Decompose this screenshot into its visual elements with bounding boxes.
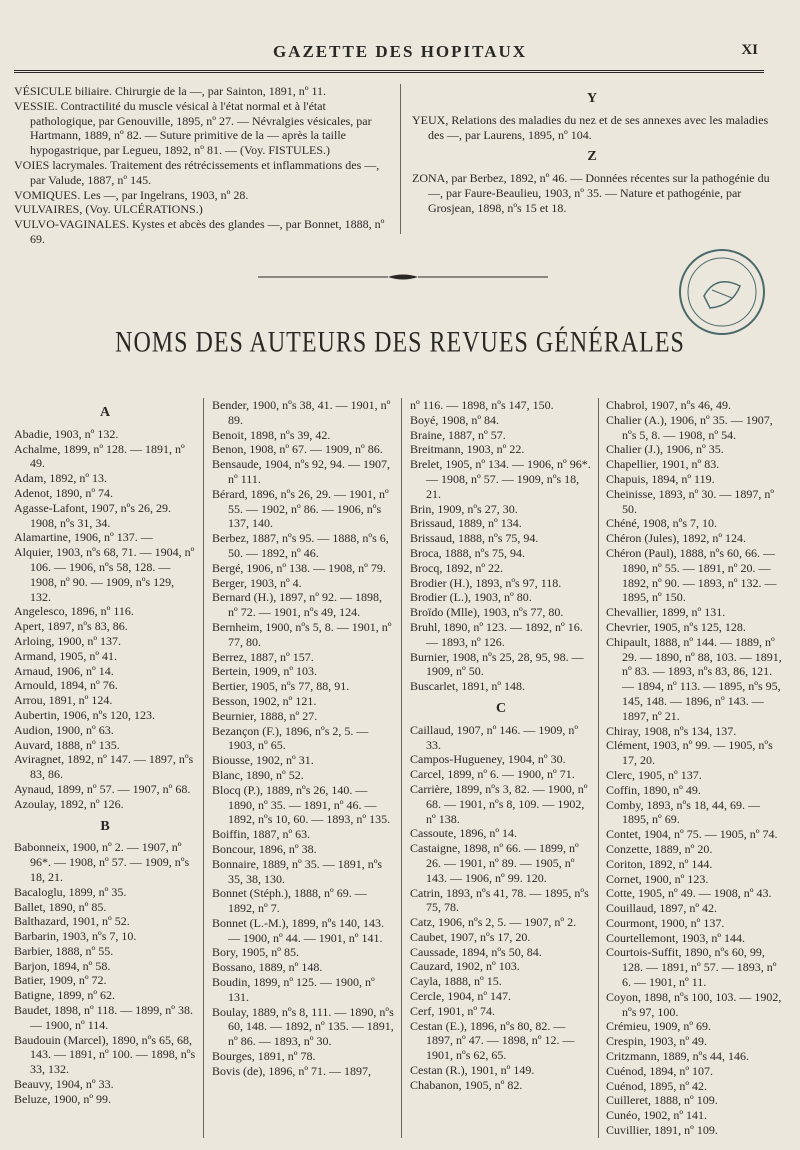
index-entry: Clément, 1903, nº 99. — 1905, nºs 17, 20. <box>606 738 773 768</box>
index-entry: Armand, 1905, nº 41. <box>14 648 118 663</box>
index-entry: Bensaude, 1904, nºs 92, 94. — 1907, nº 111. <box>212 457 391 486</box>
index-entry: Barbarin, 1903, nºs 7, 10. <box>14 929 137 944</box>
index-entry: Bonnaire, 1889, nº 35. — 1891, nºs 35, 38, 130. <box>212 856 383 886</box>
index-entry: Bezançon (F.), 1896, nºs 2, 5. — 1903, nº 65. <box>212 723 369 753</box>
index-entry: Bérard, 1896, nºs 26, 29. — 1901, nº 55. — 1902, nº 86. — 1906, nºs 137, 140. <box>212 486 389 531</box>
index-entry: Bender, 1900, nºs 38, 41. — 1901, nº 89. <box>212 398 391 427</box>
index-entry: Chabrol, 1907, nºs 46, 49. <box>606 398 732 412</box>
index-entry: Cestan (E.), 1896, nºs 80, 82. — 1897, nº 47. — 1898, nº 12. — 1901, nºs 62, 65. <box>410 1018 575 1063</box>
index-entry: Coyon, 1898, nºs 100, 103. — 1902, nºs 97, 100. <box>606 989 782 1019</box>
index-entry: Cuénod, 1895, nº 42. <box>606 1078 708 1093</box>
index-entry: Boulay, 1889, nºs 8, 111. — 1890, nºs 60, 148. — 1892, nº 135. — 1891, nº 86. — 1893, nº 30. <box>212 1004 394 1049</box>
index-entry: Berbez, 1887, nºs 95. — 1888, nºs 6, 50. — 1892, nº 46. <box>212 531 389 560</box>
index-entry: Chiray, 1908, nºs 134, 137. <box>606 723 737 738</box>
index-entry: Baudet, 1898, nº 118. — 1899, nº 38. — 1900, nº 114. <box>14 1003 193 1032</box>
index-entry: Cornet, 1900, nº 123. <box>606 871 709 886</box>
index-entry: Bourges, 1891, nº 78. <box>212 1049 316 1064</box>
index-entry: Coriton, 1892, nº 144. <box>606 856 713 871</box>
index-entry: Alquier, 1903, nºs 68, 71. — 1904, nº 106. — 1906, nºs 58, 128. — 1908, nº 90. — 1909, nºs 129, 132. <box>14 545 195 604</box>
index-entry: Apert, 1897, nºs 83, 86. <box>14 619 128 634</box>
index-entry: Blocq (P.), 1889, nºs 26, 140. — 1890, nº 35. — 1891, nº 46. — 1892, nºs 10, 60. — 1893, nº 135. <box>212 782 391 827</box>
running-header <box>0 36 800 76</box>
index-entry: Cayla, 1888, nº 15. <box>410 974 502 989</box>
index-entry: VULVAIRES, (Voy. ULCÉRATIONS.) <box>14 202 203 217</box>
index-entry: Cotte, 1905, nº 49. — 1908, nº 43. <box>606 886 772 901</box>
index-entry: Berger, 1903, nº 4. <box>212 575 302 590</box>
index-entry: Campos-Hugueney, 1904, nº 30. <box>410 752 566 767</box>
index-entry: Beauvy, 1904, nº 33. <box>14 1077 114 1092</box>
index-entry: Berrez, 1887, nº 157. <box>212 649 314 664</box>
header-rule <box>14 70 764 73</box>
index-entry: Arrou, 1891, nº 124. <box>14 693 113 708</box>
index-entry: Courtellemont, 1903, nº 144. <box>606 930 746 945</box>
index-entry: Bory, 1905, nº 85. <box>212 945 299 960</box>
index-entry: Chalier (A.), 1906, nº 35. — 1907, nºs 5, 8. — 1908, nº 54. <box>606 412 773 442</box>
index-entry: Bovis (de), 1896, nº 71. — 1897, <box>212 1063 372 1078</box>
index-entry: Cuénod, 1894, nº 107. <box>606 1063 714 1078</box>
index-entry: Cunéo, 1902, nº 141. <box>606 1108 708 1123</box>
index-entry: Arloing, 1900, nº 137. <box>14 633 122 648</box>
index-entry: Bertein, 1909, nº 103. <box>212 664 318 679</box>
author-column-4 <box>606 398 786 1138</box>
section-letter: B <box>100 818 110 834</box>
index-entry: Chipault, 1888, nº 144. — 1889, nº 29. — 1890, nº 88, 103. — 1891, nº 83. — 1893, nºs 83, 86, 121. — 1894, nº 113. — 1895, nºs 95, 145, 148. — 1896, nº 143. — 1897, nº 21. <box>606 634 782 723</box>
index-entry: Adam, 1892, nº 13. <box>14 471 108 486</box>
index-entry: Biousse, 1902, nº 31. <box>212 753 314 768</box>
index-entry: Chevallier, 1899, nº 131. <box>606 605 726 620</box>
index-entry: Brissaud, 1889, nº 134. <box>410 516 522 531</box>
index-entry: Achalme, 1899, nº 128. — 1891, nº 49. <box>14 441 185 471</box>
section-letter: C <box>495 700 507 716</box>
index-entry: Caillaud, 1907, nº 146. — 1909, nº 33. <box>410 722 579 752</box>
index-entry: Cuilleret, 1888, nº 109. <box>606 1093 718 1108</box>
ornamental-divider <box>258 272 548 282</box>
index-entry: Beluze, 1900, nº 99. <box>14 1091 112 1106</box>
index-entry: YEUX, Relations des maladies du nez et de ses annexes avec les maladies des —, par Laurens, 1895, nº 104. <box>412 112 769 142</box>
index-entry: Crespin, 1903, nº 49. <box>606 1034 708 1049</box>
index-entry: Aynaud, 1899, nº 57. — 1907, nº 68. <box>14 781 191 796</box>
index-entry: Crémieu, 1909, nº 69. <box>606 1019 712 1034</box>
index-entry: Brin, 1909, nºs 27, 30. <box>410 501 518 516</box>
index-entry: Boncour, 1896, nº 38. <box>212 841 317 856</box>
column-divider <box>203 398 204 1138</box>
index-entry: Chapuis, 1894, nº 119. <box>606 471 715 486</box>
index-entry: Balthazard, 1901, nº 52. <box>14 914 130 929</box>
index-entry: Bernard (H.), 1897, nº 92. — 1898, nº 72. — 1901, nºs 49, 124. <box>212 590 383 620</box>
index-entry: VOIES lacrymales. Traitement des rétrécissements et inflammations des —, par Valude, 1887, nº 145. <box>14 157 380 187</box>
index-entry: Bonnet (Stéph.), 1888, nº 69. — 1892, nº 7. <box>212 886 367 916</box>
section-letter: Y <box>586 91 598 106</box>
index-entry: Catz, 1906, nºs 2, 5. — 1907, nº 2. <box>410 915 577 930</box>
index-entry: Contet, 1904, nº 75. — 1905, nº 74. <box>606 827 778 842</box>
author-column-2 <box>212 398 394 1079</box>
index-entry: Brocq, 1892, nº 22. <box>410 560 504 575</box>
index-entry: Caussade, 1894, nºs 50, 84. <box>410 944 542 959</box>
index-entry: Buscarlet, 1891, nº 148. <box>410 679 526 694</box>
index-entry: Castaigne, 1898, nº 66. — 1899, nº 26. — 1901, nº 89. — 1905, nº 143. — 1906, nº 99. 120. <box>410 841 579 885</box>
index-entry: Chabanon, 1905, nº 82. <box>410 1077 523 1092</box>
column-divider <box>401 398 402 1138</box>
index-entry: Courtois-Suffit, 1890, nºs 60, 99, 128. — 1891, nº 57. — 1893, nº 6. — 1901, nº 11. <box>606 945 777 990</box>
index-entry: Boiffin, 1887, nº 63. <box>212 827 311 842</box>
index-entry: Breitmann, 1903, nº 22. <box>410 442 525 457</box>
index-entry: Burnier, 1908, nºs 25, 28, 95, 98. — 1909, nº 50. <box>410 649 584 679</box>
library-stamp-icon <box>676 246 768 338</box>
index-entry: Bernheim, 1900, nºs 5, 8. — 1901, nº 77, 80. <box>212 619 392 649</box>
index-entry: Chéné, 1908, nºs 7, 10. <box>606 516 718 531</box>
index-entry: Bergé, 1906, nº 138. — 1908, nº 79. <box>212 560 386 575</box>
author-column-1 <box>14 398 196 1107</box>
index-entry: Cestan (R.), 1901, nº 149. <box>410 1063 535 1078</box>
subject-index-continued <box>14 84 390 247</box>
index-entry: Angelesco, 1896, nº 116. <box>14 604 134 619</box>
index-entry: Chalier (J.), 1906, nº 35. <box>606 442 724 457</box>
index-entry: Abadie, 1903, nº 132. <box>14 426 119 441</box>
index-entry: Chéron (Paul), 1888, nºs 60, 66. — 1890, nº 55. — 1891, nº 20. — 1892, nº 90. — 1893, nº 132. — 1895, nº 150. <box>606 545 777 605</box>
section-title: NOMS DES AUTEURS DES REVUES GÉNÉRALES <box>115 326 685 360</box>
index-entry: Critzmann, 1889, nºs 44, 146. <box>606 1049 750 1064</box>
index-entry: Audion, 1900, nº 63. <box>14 722 114 737</box>
index-entry: Bruhl, 1890, nº 123. — 1892, nº 16. — 1893, nº 126. <box>410 619 583 649</box>
index-entry: Batier, 1909, nº 72. <box>14 973 107 988</box>
index-entry: Cerf, 1901, nº 74. <box>410 1003 496 1018</box>
index-entry: VOMIQUES. Les —, par Ingelrans, 1903, nº 28. <box>14 187 249 202</box>
index-entry: Babonneix, 1900, nº 2. — 1907, nº 96*. — 1908, nº 57. — 1909, nºs 18, 21. <box>14 840 190 884</box>
index-entry: Carcel, 1899, nº 6. — 1900, nº 71. <box>410 767 575 782</box>
index-entry: Baudouin (Marcel), 1890, nºs 65, 68, 143. — 1891, nº 100. — 1898, nºs 33, 132. <box>14 1032 196 1077</box>
index-entry: Courmont, 1900, nº 137. <box>606 915 725 930</box>
index-entry: VULVO-VAGINALES. Kystes et abcès des glandes —, par Bonnet, 1888, nº 69. <box>14 217 385 246</box>
index-entry: Brelet, 1905, nº 134. — 1906, nº 96*. — 1908, nº 57. — 1909, nºs 18, 21. <box>410 457 591 501</box>
index-entry: Carrière, 1899, nºs 3, 82. — 1900, nº 68. — 1901, nºs 8, 109. — 1902, nº 138. <box>410 781 588 826</box>
index-entry: Bonnet (L.-M.), 1899, nºs 140, 143. — 1900, nº 44. — 1901, nº 141. <box>212 915 385 945</box>
index-entry: Arnaud, 1906, nº 14. <box>14 663 114 678</box>
index-entry: Comby, 1893, nºs 18, 44, 69. — 1895, nº 69. <box>606 797 760 827</box>
column-divider <box>400 84 401 234</box>
index-entry: Bacaloglu, 1899, nº 35. <box>14 884 127 899</box>
index-entry: Cheinisse, 1893, nº 30. — 1897, nº 50. <box>606 486 775 516</box>
index-entry: Brissaud, 1888, nºs 75, 94. <box>410 531 539 546</box>
index-entry: nº 116. — 1898, nºs 147, 150. <box>410 398 554 412</box>
index-entry: Broïdo (Mlle), 1903, nºs 77, 80. <box>410 605 564 620</box>
index-entry: Clerc, 1905, nº 137. <box>606 767 702 782</box>
index-entry: Couillaud, 1897, nº 42. <box>606 901 718 916</box>
index-entry: Aubertin, 1906, nºs 120, 123. <box>14 707 156 722</box>
subject-index-y-z <box>412 84 772 216</box>
index-entry: VESSIE. Contractilité du muscle vésical à l'état normal et à l'état pathologique, par Genouville, 1895, nº 27. — Névralgies vésicales, par Hartmann, 1889, nº 82. — Suture primitive de la — après la taille hypogastrique, par Legueu, 1892, nº 81. — (Voy. FISTULES.) <box>14 98 372 158</box>
index-entry: Chéron (Jules), 1892, nº 124. <box>606 531 747 546</box>
index-entry: Cauzard, 1902, nº 103. <box>410 959 520 974</box>
index-entry: Boudin, 1899, nº 125. — 1900, nº 131. <box>212 975 375 1004</box>
index-entry: Blanc, 1890, nº 52. <box>212 767 304 782</box>
index-entry: Cassoute, 1896, nº 14. <box>410 826 518 841</box>
index-entry: Cuvillier, 1891, nº 109. <box>606 1123 718 1138</box>
index-entry: Benoit, 1898, nºs 39, 42. <box>212 427 331 442</box>
index-entry: Coffin, 1890, nº 49. <box>606 782 701 797</box>
index-entry: VÉSICULE biliaire. Chirurgie de la —, par Sainton, 1891, nº 11. <box>14 84 327 98</box>
index-entry: Beurnier, 1888, nº 27. <box>212 708 318 723</box>
author-column-3 <box>410 398 592 1093</box>
index-entry: Bertier, 1905, nºs 77, 88, 91. <box>212 679 350 694</box>
index-entry: Caubet, 1907, nºs 17, 20. <box>410 929 531 944</box>
index-entry: Bossano, 1889, nº 148. <box>212 960 323 975</box>
index-entry: Catrin, 1893, nºs 41, 78. — 1895, nºs 75, 78. <box>410 885 589 915</box>
index-entry: Batigne, 1899, nº 62. <box>14 988 116 1003</box>
page-number: XI <box>741 42 758 58</box>
index-entry: Adenot, 1890, nº 74. <box>14 485 114 500</box>
index-entry: Broca, 1888, nºs 75, 94. <box>410 545 526 560</box>
section-letter: A <box>99 405 111 420</box>
section-letter: Z <box>587 149 597 165</box>
index-entry: Alamartine, 1906, nº 137. — <box>14 530 153 545</box>
index-entry: Barbier, 1888, nº 55. <box>14 943 114 958</box>
index-entry: Brodier (L.), 1903, nº 80. <box>410 590 532 605</box>
column-divider <box>598 398 599 1138</box>
index-entry: Cercle, 1904, nº 147. <box>410 989 512 1004</box>
index-entry: Braine, 1887, nº 57. <box>410 427 506 442</box>
index-entry: Chevrier, 1905, nºs 125, 128. <box>606 619 746 634</box>
index-entry: Arnould, 1894, nº 76. <box>14 678 118 693</box>
index-entry: Boyé, 1908, nº 84. <box>410 412 500 427</box>
index-entry: Aviragnet, 1892, nº 147. — 1897, nºs 83, 86. <box>14 752 194 782</box>
journal-title: GAZETTE DES HOPITAUX <box>272 42 528 61</box>
index-entry: Auvard, 1888, nº 135. <box>14 737 120 752</box>
index-entry: ZONA, par Berbez, 1892, nº 46. — Données récentes sur la pathogénie du —, par Faure-Beaulieu, 1903, nº 35. — Nature et pathogénie, par Grosjean, 1898, nºs 15 et 18. <box>412 171 770 215</box>
index-entry: Brodier (H.), 1893, nºs 97, 118. <box>410 575 562 590</box>
index-entry: Agasse-Lafont, 1907, nºs 26, 29. 1908, nºs 31, 34. <box>14 500 172 530</box>
index-entry: Conzette, 1889, nº 20. <box>606 841 713 856</box>
index-entry: Chapellier, 1901, nº 83. <box>606 457 720 472</box>
index-entry: Besson, 1902, nº 121. <box>212 693 317 708</box>
index-entry: Benon, 1908, nº 67. — 1909, nº 86. <box>212 442 383 457</box>
index-entry: Barjon, 1894, nº 58. <box>14 958 111 973</box>
index-entry: Azoulay, 1892, nº 126. <box>14 796 124 811</box>
index-entry: Ballet, 1890, nº 85. <box>14 899 107 914</box>
